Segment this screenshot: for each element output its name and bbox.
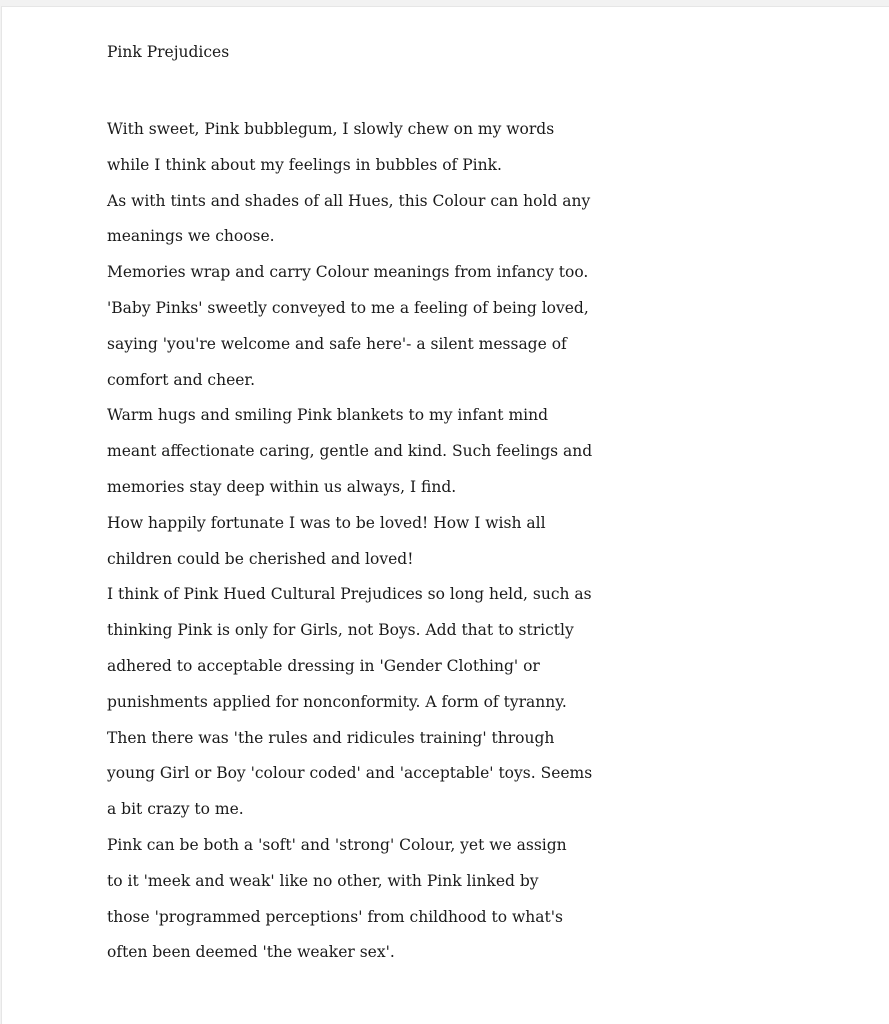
poem-line: comfort and cheer. (107, 370, 256, 389)
poem-line: meanings we choose. (107, 227, 275, 246)
poem-line: children could be cherished and loved! (107, 549, 414, 568)
poem-line: punishments applied for nonconformity. A form of tyranny. (107, 692, 567, 711)
poem-line: Warm hugs and smiling Pink blankets to my infant mind (107, 406, 549, 425)
poem-line: a bit crazy to me. (107, 800, 244, 819)
poem-line: adhered to acceptable dressing in 'Gender Clothing' or (107, 656, 540, 675)
document-page (1, 6, 889, 1024)
poem-line: How happily fortunate I was to be loved! How I wish all (107, 513, 546, 532)
poem-line: meant affectionate caring, gentle and kind. Such feelings and (107, 442, 593, 461)
poem-line: to it 'meek and weak' like no other, with Pink linked by (107, 871, 539, 890)
poem-line: I think of Pink Hued Cultural Prejudices so long held, such as (107, 585, 592, 604)
poem-line: Then there was 'the rules and ridicules training' through (107, 728, 555, 747)
poem-line: often been deemed 'the weaker sex'. (107, 943, 395, 962)
poem-line: young Girl or Boy 'colour coded' and 'acceptable' toys. Seems (107, 764, 593, 783)
poem-line: With sweet, Pink bubblegum, I slowly chew on my words (107, 120, 555, 138)
poem-line: thinking Pink is only for Girls, not Boys. Add that to strictly (107, 621, 574, 640)
poem-line: Memories wrap and carry Colour meanings from infancy too. (107, 263, 589, 282)
poem-line: 'Baby Pinks' sweetly conveyed to me a feeling of being loved, (107, 298, 589, 317)
poem-body (107, 112, 627, 971)
poem-line: while I think about my feelings in bubbles of Pink. (107, 155, 502, 174)
poem-line: Pink can be both a 'soft' and 'strong' Colour, yet we assign (107, 835, 567, 854)
document-content (107, 40, 627, 971)
poem-line: memories stay deep within us always, I find. (107, 477, 457, 496)
poem-line: saying 'you're welcome and safe here'- a silent message of (107, 334, 567, 353)
poem-line: As with tints and shades of all Hues, this Colour can hold any (107, 191, 591, 210)
poem-title: Pink Prejudices (107, 43, 230, 61)
poem-line: those 'programmed perceptions' from childhood to what's (107, 907, 563, 926)
